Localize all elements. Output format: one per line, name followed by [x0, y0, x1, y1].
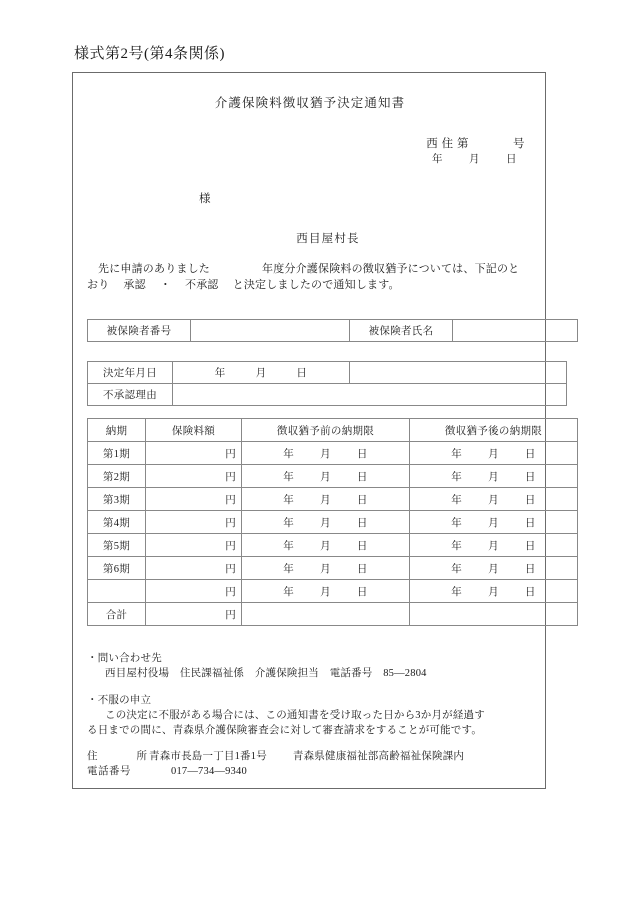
table-row [88, 320, 578, 342]
schedule-due-before-value[interactable] [242, 557, 410, 580]
table-header-row [88, 419, 578, 442]
schedule-header [88, 419, 578, 442]
table-row [88, 465, 578, 488]
schedule-due-after-value[interactable] [410, 534, 578, 557]
schedule-amount-value[interactable]: 円 [146, 557, 242, 580]
body-text-part3: おり [87, 279, 110, 291]
issuer-name: 西目屋村長 [296, 233, 360, 245]
insured-number-value[interactable] [191, 320, 350, 342]
insured-person-table [87, 319, 578, 342]
date-ymd: 年 月 日 [451, 448, 536, 460]
date-ymd: 年 月 日 [451, 586, 536, 598]
header-due-after: 徴収猶予後の納期限 [410, 419, 578, 442]
body-paragraph [87, 261, 539, 293]
schedule-amount-value[interactable]: 円 [146, 603, 242, 626]
schedule-due-before-value[interactable] [242, 511, 410, 534]
appeal-note [87, 693, 539, 738]
date-ymd: 年 月 日 [451, 540, 536, 552]
date-ymd: 年 月 日 [451, 471, 536, 483]
document-frame [72, 72, 546, 789]
schedule-period-label: 第2期 [88, 465, 146, 488]
document-number-prefix: 西 住 第 [426, 138, 469, 150]
table-row [88, 557, 578, 580]
insured-number-label: 被保険者番号 [88, 320, 191, 342]
address-value-2: 青森県健康福祉部高齢福祉保険課内 [292, 751, 465, 762]
header-due-before: 徴収猶予前の納期限 [242, 419, 410, 442]
disapproval-reason-label: 不承認理由 [88, 384, 173, 406]
schedule-due-after-value[interactable] [410, 603, 578, 626]
header-period: 納期 [88, 419, 146, 442]
decision-day-label: 日 [296, 368, 308, 379]
table-row [88, 384, 567, 406]
payment-schedule-table [87, 418, 578, 626]
document-title: 介護保険料徴収猶予決定通知書 [214, 96, 406, 110]
schedule-due-before-value[interactable] [242, 488, 410, 511]
document-date-line [432, 151, 517, 166]
schedule-due-after-value[interactable] [410, 557, 578, 580]
date-ymd: 年 月 日 [451, 517, 536, 529]
form-number: 様式第2号(第4条関係) [74, 46, 225, 62]
address-row [87, 749, 539, 764]
appeal-line-2: る日までの間に、青森県介護保険審査会に対して審査請求をすることが可能です。 [87, 725, 483, 736]
date-month-label: 月 [469, 154, 480, 165]
decision-row-spacer [350, 362, 567, 384]
document-number-suffix: 号 [513, 138, 525, 150]
date-ymd: 年 月 日 [283, 540, 368, 552]
schedule-amount-value[interactable]: 円 [146, 511, 242, 534]
decision-month-label: 月 [255, 368, 267, 379]
table-row [88, 442, 578, 465]
table-row [88, 488, 578, 511]
contact-note [87, 651, 539, 681]
date-ymd: 年 月 日 [283, 517, 368, 529]
appeal-authority-address [87, 749, 539, 779]
decision-date-label: 決定年月日 [88, 362, 173, 384]
schedule-period-label [88, 580, 146, 603]
schedule-period-label: 第3期 [88, 488, 146, 511]
disapproval-reason-value[interactable] [173, 384, 567, 406]
contact-heading: ・問い合わせ先 [87, 653, 162, 664]
appeal-line-1: この決定に不服がある場合には、この通知書を受け取った日から3か月が経過す [105, 710, 485, 721]
contact-body: 西目屋村役場 住民課福祉係 介護保険担当 電話番号 85—2804 [105, 668, 427, 679]
date-ymd: 年 月 日 [283, 494, 368, 506]
decision-date-ymd [178, 365, 344, 380]
schedule-amount-value[interactable]: 円 [146, 580, 242, 603]
decision-year-label: 年 [214, 368, 226, 379]
header-amount: 保険料額 [146, 419, 242, 442]
date-ymd: 年 月 日 [283, 448, 368, 460]
schedule-period-label: 第4期 [88, 511, 146, 534]
schedule-period-label: 第6期 [88, 557, 146, 580]
table-row [88, 511, 578, 534]
schedule-amount-value[interactable]: 円 [146, 534, 242, 557]
date-ymd: 年 月 日 [283, 563, 368, 575]
phone-row [87, 764, 539, 779]
body-text-part4: と決定しましたので通知します。 [232, 279, 400, 291]
date-ymd: 年 月 日 [283, 471, 368, 483]
appeal-heading: ・不服の申立 [87, 695, 152, 706]
document-number-line [426, 135, 525, 151]
schedule-due-after-value[interactable] [410, 511, 578, 534]
schedule-due-before-value[interactable] [242, 580, 410, 603]
schedule-due-after-value[interactable] [410, 442, 578, 465]
schedule-due-before-value[interactable] [242, 603, 410, 626]
table-row [88, 534, 578, 557]
schedule-body [88, 442, 578, 626]
decision-table [87, 361, 567, 406]
schedule-period-label: 第1期 [88, 442, 146, 465]
schedule-amount-value[interactable]: 円 [146, 442, 242, 465]
date-ymd: 年 月 日 [451, 563, 536, 575]
approval-option: 承認 [123, 279, 146, 291]
option-separator: ・ [159, 279, 172, 291]
schedule-period-label: 第5期 [88, 534, 146, 557]
table-row [88, 580, 578, 603]
table-row [88, 362, 567, 384]
addressee-honorific: 様 [199, 193, 211, 205]
document-inner [73, 73, 547, 790]
date-day-label: 日 [506, 154, 517, 165]
schedule-period-label: 合計 [88, 603, 146, 626]
address-label: 住 所 [87, 751, 153, 762]
insured-name-value[interactable] [453, 320, 578, 342]
body-text-part2: 年度分介護保険料の徴収猶予については、下記のと [262, 263, 520, 275]
schedule-due-after-value[interactable] [410, 580, 578, 603]
body-text-part1: 先に申請のありました [98, 263, 210, 275]
schedule-due-before-value[interactable] [242, 442, 410, 465]
phone-value: 017—734—9340 [171, 766, 247, 777]
phone-label: 電話番号 [87, 766, 131, 777]
date-ymd: 年 月 日 [283, 586, 368, 598]
schedule-amount-value[interactable]: 円 [146, 488, 242, 511]
schedule-due-before-value[interactable] [242, 534, 410, 557]
disapproval-option: 不承認 [185, 279, 219, 291]
date-year-label: 年 [432, 154, 443, 165]
date-ymd: 年 月 日 [451, 494, 536, 506]
insured-name-label: 被保険者氏名 [350, 320, 453, 342]
schedule-due-after-value[interactable] [410, 488, 578, 511]
schedule-due-after-value[interactable] [410, 465, 578, 488]
schedule-due-before-value[interactable] [242, 465, 410, 488]
schedule-amount-value[interactable]: 円 [146, 465, 242, 488]
decision-date-value[interactable] [173, 362, 350, 384]
table-row [88, 603, 578, 626]
address-value: 青森市長島一丁目1番1号 [149, 751, 267, 762]
